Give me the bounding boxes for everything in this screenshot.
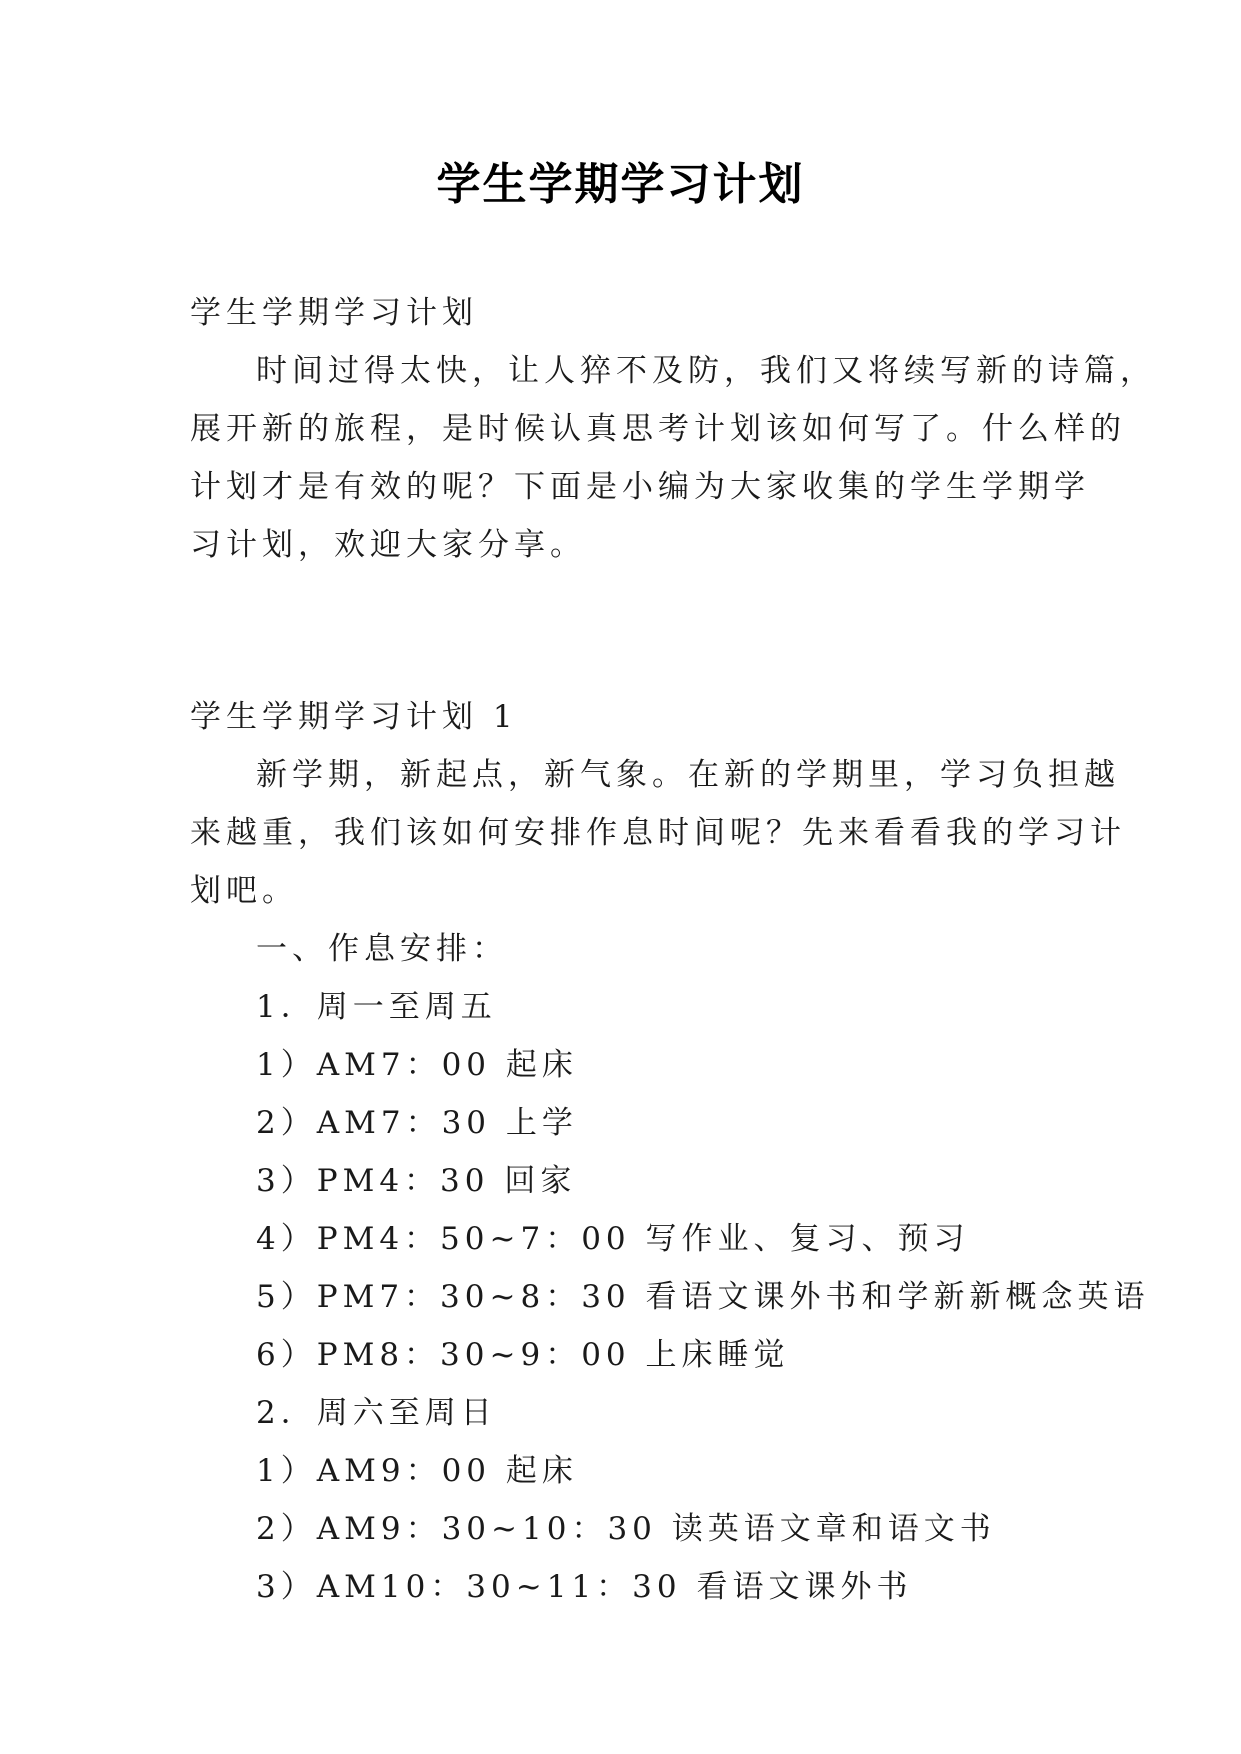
section-paragraph-line: 来越重，我们该如何安排作息时间呢？先来看看我的学习计 <box>190 815 1126 851</box>
intro-paragraph-line: 展开新的旅程，是时候认真思考计划该如何写了。什么样的 <box>190 411 1126 447</box>
weekday-item: 2）AM7：30 上学 <box>256 1105 578 1141</box>
weekday-item: 6）PM8：30~9：00 上床睡觉 <box>256 1337 790 1373</box>
document-body <box>190 284 1156 1616</box>
weekday-heading: 1．周一至周五 <box>256 989 497 1025</box>
weekday-item: 1）AM7：00 起床 <box>256 1047 578 1083</box>
weekend-item: 3）AM10：30~11：30 看语文课外书 <box>256 1569 913 1605</box>
intro-paragraph-line: 计划才是有效的呢？下面是小编为大家收集的学生学期学 <box>190 469 1090 505</box>
intro-paragraph-line: 习计划，欢迎大家分享。 <box>190 527 586 563</box>
schedule-heading: 一、作息安排： <box>256 931 508 967</box>
intro-heading: 学生学期学习计划 <box>190 295 478 331</box>
weekend-heading: 2．周六至周日 <box>256 1395 497 1431</box>
weekday-item: 4）PM4：50~7：00 写作业、复习、预习 <box>256 1221 970 1257</box>
weekday-item: 3）PM4：30 回家 <box>256 1163 577 1199</box>
weekend-item: 1）AM9：00 起床 <box>256 1453 578 1489</box>
section-heading: 学生学期学习计划 1 <box>190 699 518 735</box>
intro-paragraph-line: 时间过得太快，让人猝不及防，我们又将续写新的诗篇， <box>256 353 1156 389</box>
paragraph-spacer <box>190 574 1050 688</box>
weekday-item: 5）PM7：30~8：30 看语文课外书和学新新概念英语 <box>256 1279 1150 1315</box>
weekend-item: 2）AM9：30~10：30 读英语文章和语文书 <box>256 1511 996 1547</box>
section-paragraph-line: 新学期，新起点，新气象。在新的学期里，学习负担越 <box>256 757 1120 793</box>
document-title: 学生学期学习计划 <box>436 159 805 210</box>
section-paragraph-line: 划吧。 <box>190 873 298 909</box>
